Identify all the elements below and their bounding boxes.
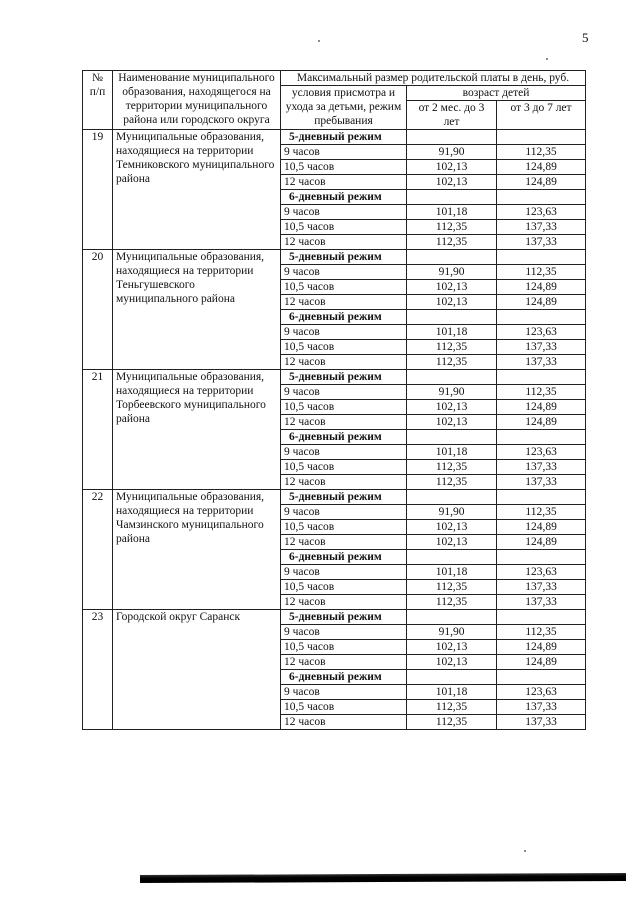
fee-3y-7y-cell: 123,63: [497, 565, 586, 580]
fee-3y-7y-cell: 137,33: [497, 700, 586, 715]
fee-2m-3y-cell: 102,13: [407, 520, 497, 535]
row-number: 23: [83, 610, 113, 730]
fee-3y-7y-cell: 124,89: [497, 400, 586, 415]
fee-3y-7y-cell: 123,63: [497, 205, 586, 220]
duration-cell: 9 часов: [281, 145, 407, 160]
duration-cell: 10,5 часов: [281, 400, 407, 415]
duration-cell: 9 часов: [281, 505, 407, 520]
fee-2m-3y-cell: 101,18: [407, 325, 497, 340]
row-number: 22: [83, 490, 113, 610]
municipality-name: Муниципальные образования, находящиеся на территории Теньгушевского муниципального района: [113, 250, 281, 370]
fee-2m-3y-cell: 102,13: [407, 415, 497, 430]
duration-cell: 12 часов: [281, 595, 407, 610]
blank-cell: [497, 550, 586, 565]
scan-edge-bar: [140, 873, 626, 883]
header-num: № п/п: [83, 71, 113, 130]
duration-cell: 10,5 часов: [281, 640, 407, 655]
duration-cell: 10,5 часов: [281, 460, 407, 475]
fee-2m-3y-cell: 91,90: [407, 145, 497, 160]
fee-3y-7y-cell: 112,35: [497, 505, 586, 520]
fee-2m-3y-cell: 91,90: [407, 505, 497, 520]
fee-3y-7y-cell: 124,89: [497, 535, 586, 550]
duration-cell: 12 часов: [281, 355, 407, 370]
duration-cell: 10,5 часов: [281, 700, 407, 715]
fee-2m-3y-cell: 112,35: [407, 595, 497, 610]
fee-2m-3y-cell: 102,13: [407, 280, 497, 295]
fee-3y-7y-cell: 124,89: [497, 175, 586, 190]
fee-2m-3y-cell: 112,35: [407, 715, 497, 730]
duration-cell: 12 часов: [281, 655, 407, 670]
mode-label: 6-дневный режим: [281, 670, 407, 685]
fee-2m-3y-cell: 102,13: [407, 400, 497, 415]
blank-cell: [407, 130, 497, 145]
duration-cell: 12 часов: [281, 175, 407, 190]
fee-2m-3y-cell: 112,35: [407, 340, 497, 355]
blank-cell: [497, 370, 586, 385]
duration-cell: 12 часов: [281, 715, 407, 730]
mode-label: 6-дневный режим: [281, 190, 407, 205]
municipality-name: Городской округ Саранск: [113, 610, 281, 730]
fee-2m-3y-cell: 112,35: [407, 220, 497, 235]
mode-row: [83, 130, 586, 145]
fee-2m-3y-cell: 91,90: [407, 625, 497, 640]
fee-2m-3y-cell: 102,13: [407, 655, 497, 670]
header-max-fee: Максимальный размер родительской платы в день, руб.: [281, 71, 586, 86]
fee-table: [82, 70, 586, 730]
fee-3y-7y-cell: 137,33: [497, 340, 586, 355]
fee-3y-7y-cell: 124,89: [497, 415, 586, 430]
fee-3y-7y-cell: 137,33: [497, 595, 586, 610]
blank-cell: [497, 610, 586, 625]
fee-2m-3y-cell: 101,18: [407, 205, 497, 220]
fee-2m-3y-cell: 112,35: [407, 580, 497, 595]
duration-cell: 12 часов: [281, 415, 407, 430]
blank-cell: [407, 190, 497, 205]
duration-cell: 12 часов: [281, 235, 407, 250]
mode-label: 6-дневный режим: [281, 430, 407, 445]
mode-label: 5-дневный режим: [281, 610, 407, 625]
row-number: 20: [83, 250, 113, 370]
mode-label: 6-дневный режим: [281, 550, 407, 565]
fee-3y-7y-cell: 124,89: [497, 295, 586, 310]
fee-2m-3y-cell: 112,35: [407, 700, 497, 715]
duration-cell: 9 часов: [281, 205, 407, 220]
fee-2m-3y-cell: 91,90: [407, 265, 497, 280]
fee-3y-7y-cell: 112,35: [497, 385, 586, 400]
table-body: [83, 130, 586, 730]
fee-2m-3y-cell: 112,35: [407, 460, 497, 475]
mode-label: 6-дневный режим: [281, 310, 407, 325]
blank-cell: [497, 310, 586, 325]
fee-3y-7y-cell: 137,33: [497, 235, 586, 250]
fee-2m-3y-cell: 112,35: [407, 355, 497, 370]
fee-3y-7y-cell: 137,33: [497, 220, 586, 235]
municipality-name: Муниципальные образования, находящиеся на территории Темниковского муниципального района: [113, 130, 281, 250]
fee-3y-7y-cell: 123,63: [497, 685, 586, 700]
fee-2m-3y-cell: 101,18: [407, 685, 497, 700]
header-conditions: условия присмотра и ухода за детьми, режим пребывания: [281, 86, 407, 130]
mode-label: 5-дневный режим: [281, 370, 407, 385]
mode-row: [83, 370, 586, 385]
fee-3y-7y-cell: 137,33: [497, 580, 586, 595]
scan-speck: [546, 58, 548, 60]
row-number: 21: [83, 370, 113, 490]
blank-cell: [407, 610, 497, 625]
fee-2m-3y-cell: 91,90: [407, 385, 497, 400]
blank-cell: [407, 550, 497, 565]
fee-3y-7y-cell: 123,63: [497, 445, 586, 460]
fee-3y-7y-cell: 112,35: [497, 625, 586, 640]
duration-cell: 10,5 часов: [281, 220, 407, 235]
header-age: возраст детей: [407, 86, 586, 101]
mode-label: 5-дневный режим: [281, 490, 407, 505]
fee-3y-7y-cell: 124,89: [497, 160, 586, 175]
fee-3y-7y-cell: 137,33: [497, 460, 586, 475]
fee-3y-7y-cell: 123,63: [497, 325, 586, 340]
duration-cell: 9 часов: [281, 445, 407, 460]
header-age-2m-3y: от 2 мес. до 3 лет: [407, 101, 497, 130]
blank-cell: [407, 490, 497, 505]
fee-2m-3y-cell: 112,35: [407, 475, 497, 490]
fee-3y-7y-cell: 124,89: [497, 280, 586, 295]
mode-row: [83, 250, 586, 265]
duration-cell: 12 часов: [281, 475, 407, 490]
duration-cell: 10,5 часов: [281, 580, 407, 595]
fee-2m-3y-cell: 101,18: [407, 445, 497, 460]
header-name: Наименование муниципального образования, находящегося на территории муниципального района или городского округа: [113, 71, 281, 130]
fee-2m-3y-cell: 102,13: [407, 295, 497, 310]
duration-cell: 10,5 часов: [281, 520, 407, 535]
fee-3y-7y-cell: 124,89: [497, 640, 586, 655]
fee-3y-7y-cell: 124,89: [497, 655, 586, 670]
fee-2m-3y-cell: 102,13: [407, 160, 497, 175]
duration-cell: 12 часов: [281, 295, 407, 310]
duration-cell: 10,5 часов: [281, 280, 407, 295]
fee-3y-7y-cell: 137,33: [497, 355, 586, 370]
blank-cell: [407, 670, 497, 685]
blank-cell: [497, 430, 586, 445]
duration-cell: 9 часов: [281, 565, 407, 580]
fee-2m-3y-cell: 101,18: [407, 565, 497, 580]
scan-speck: [524, 850, 526, 852]
duration-cell: 10,5 часов: [281, 340, 407, 355]
mode-row: [83, 490, 586, 505]
blank-cell: [497, 490, 586, 505]
mode-row: [83, 610, 586, 625]
fee-2m-3y-cell: 112,35: [407, 235, 497, 250]
fee-2m-3y-cell: 102,13: [407, 535, 497, 550]
fee-3y-7y-cell: 112,35: [497, 265, 586, 280]
fee-3y-7y-cell: 124,89: [497, 520, 586, 535]
blank-cell: [407, 250, 497, 265]
blank-cell: [407, 430, 497, 445]
duration-cell: 9 часов: [281, 265, 407, 280]
row-number: 19: [83, 130, 113, 250]
duration-cell: 10,5 часов: [281, 160, 407, 175]
blank-cell: [497, 670, 586, 685]
mode-label: 5-дневный режим: [281, 130, 407, 145]
page-number: 5: [582, 30, 589, 45]
fee-2m-3y-cell: 102,13: [407, 640, 497, 655]
blank-cell: [497, 130, 586, 145]
duration-cell: 9 часов: [281, 325, 407, 340]
municipality-name: Муниципальные образования, находящиеся на территории Торбеевского муниципального района: [113, 370, 281, 490]
table-header: [83, 71, 586, 130]
fee-3y-7y-cell: 137,33: [497, 475, 586, 490]
mode-label: 5-дневный режим: [281, 250, 407, 265]
municipality-name: Муниципальные образования, находящиеся на территории Чамзинского муниципального района: [113, 490, 281, 610]
header-age-3y-7y: от 3 до 7 лет: [497, 101, 586, 130]
duration-cell: 9 часов: [281, 385, 407, 400]
fee-2m-3y-cell: 102,13: [407, 175, 497, 190]
fee-3y-7y-cell: 137,33: [497, 715, 586, 730]
blank-cell: [497, 250, 586, 265]
duration-cell: 12 часов: [281, 535, 407, 550]
scan-speck: [318, 40, 320, 42]
blank-cell: [497, 190, 586, 205]
duration-cell: 9 часов: [281, 685, 407, 700]
blank-cell: [407, 310, 497, 325]
fee-3y-7y-cell: 112,35: [497, 145, 586, 160]
duration-cell: 9 часов: [281, 625, 407, 640]
blank-cell: [407, 370, 497, 385]
